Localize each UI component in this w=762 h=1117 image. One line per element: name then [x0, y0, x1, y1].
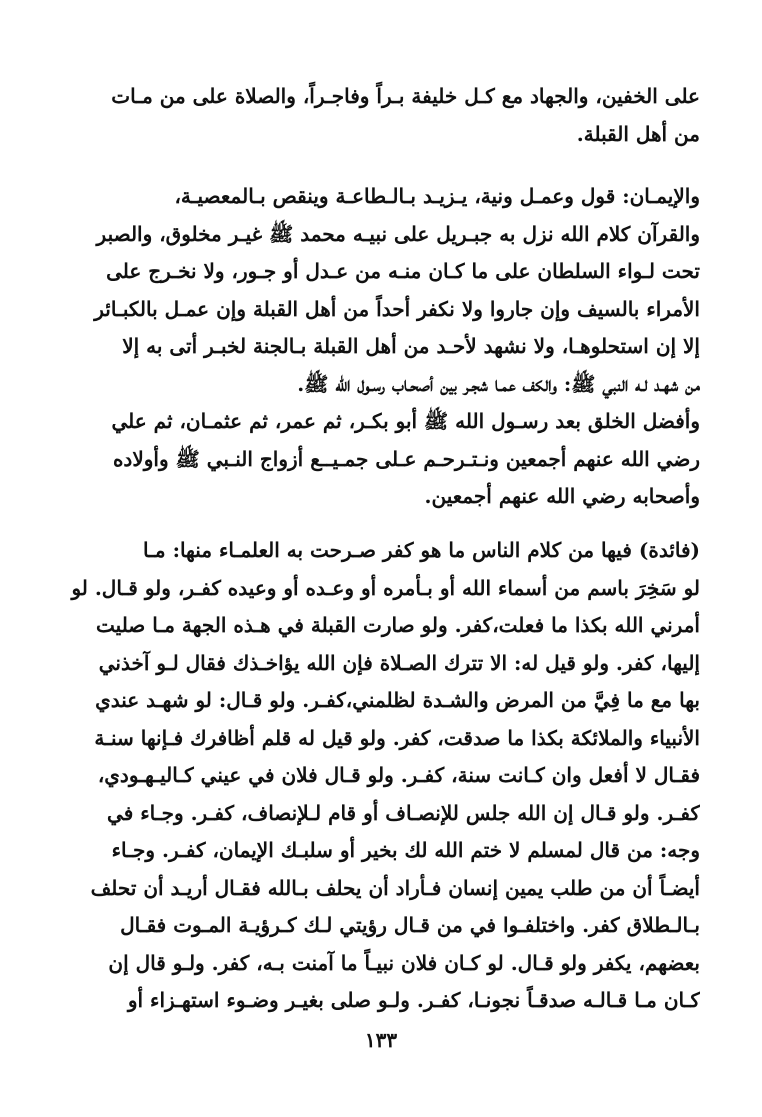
text-line	[58, 532, 700, 570]
text-line: من أهل القبلة.	[576, 121, 700, 146]
text-line: الأنبياء والملائكة بكذا ما صدقت، كفر. ولو قيل له قلم أظافرك فـإنها سنـة	[94, 725, 700, 750]
paragraph-2	[58, 178, 700, 516]
text-line: الأمراء بالسيف وإن جاروا ولا نكفر أحداً من أهل القبلة وإن عمـل بالكبـائر	[94, 296, 700, 321]
paragraph-1	[58, 78, 700, 153]
text-line: فقـال لا أفعل وان كـانت سنة، كفـر. ولو قـال فلان في عيني كـاليـهـودي،	[97, 763, 700, 787]
text-line: أمرني الله بكذا ما فعلت،كفر. ولو صارت القبلة في هـذه الجهة مـا صليت	[96, 613, 700, 637]
text-line: بـالـطلاق كفر. واختلفـوا في من قـال رؤيتي لـك كـرؤيـة المـوت فقـال	[120, 913, 700, 937]
text-line: رضي الله عنهم أجمعين ونـتـرحـم عـلى جمـيــع أزواج النـبي ﷺ وأولاده	[112, 446, 700, 471]
text-line: إليها، كفر. ولو قيل له: الا تترك الصـلاة فإن الله يؤاخـذك فقال لـو آخذني	[98, 650, 700, 675]
text-line: وجه: من قال لمسلم لا ختم الله لك بخير أو سلبـك الإيمان، كفـر. وجـاء	[111, 838, 700, 862]
text-line: وأصحابه رضي الله عنهم أجمعين.	[424, 484, 700, 508]
text-line: بعضهم، يكفر ولو قـال. لو كـان فلان نبيـاً ما آمنت بـه، كفر. ولـو قال إن	[108, 950, 700, 975]
text-line: على الخفين، والجهاد مع كـل خليفة بـراً وفاجـراً، والصلاة على من مـات	[111, 84, 700, 108]
page-number: ١٣٣	[364, 1028, 398, 1052]
text-line: أيضـاً أن من طلب يمين إنسان فـأراد أن يحلف بـالله فقـال أريـد أن تحلف	[90, 875, 700, 900]
text-line: كـان مـا قـالـه صدقـاً نجونـا، كفـر. ولـو صلى بغيـر وضـوء استهـزاء أو	[127, 988, 700, 1012]
text-line: تحت لـواء السلطان على ما كـان منـه من عـدل أو جـور، ولا نخـرج على	[106, 259, 700, 283]
paragraph-3	[58, 532, 700, 1020]
text-line: إلا إن استحلوهـا، ولا نشهد لأحـد من أهل القبلة بـالجنة لخبـر أتى به إلا	[122, 334, 700, 358]
text-line: كفـر. ولو قـال إن الله جلس للإنصـاف أو قام لـلإنصاف، كفـر. وجـاء في	[107, 800, 700, 825]
text-line: من شهـد لـه النبي ﷺ: والكف عمـا شجـر بين أصحـاب رسـول الله ﷺ.	[297, 371, 700, 396]
text-line: بها مع ما فِيَّ من المرض والشـدة لظلمني،كفـر. ولو قـال: لو شهـد عندي	[95, 688, 700, 712]
text-line: وأفضل الخلق بعد رسـول الله ﷺ أبو بكـر، ثم عمر، ثم عثمـان، ثم علي	[111, 409, 700, 433]
text-line: والإيمـان: قول وعمـل ونية، يـزيـد بـالـطاعـة وينقص بـالمعصيـة،	[174, 184, 700, 208]
text-line: لو سَخِرَ باسم من أسماء الله أو بـأمره أو وعـده أو وعيده كفـر، ولو قـال. لو	[71, 575, 700, 600]
note-label: (فائدة)	[638, 538, 700, 562]
text-line: والقرآن كلام الله نزل به جبـريل على نبيـه محمد ﷺ غيـر مخلوق، والصبر	[96, 221, 700, 246]
note-first-line-text: فيها من كلام الناس ما هو كفر صـرحت به العلمـاء منها: مـا	[142, 538, 639, 562]
